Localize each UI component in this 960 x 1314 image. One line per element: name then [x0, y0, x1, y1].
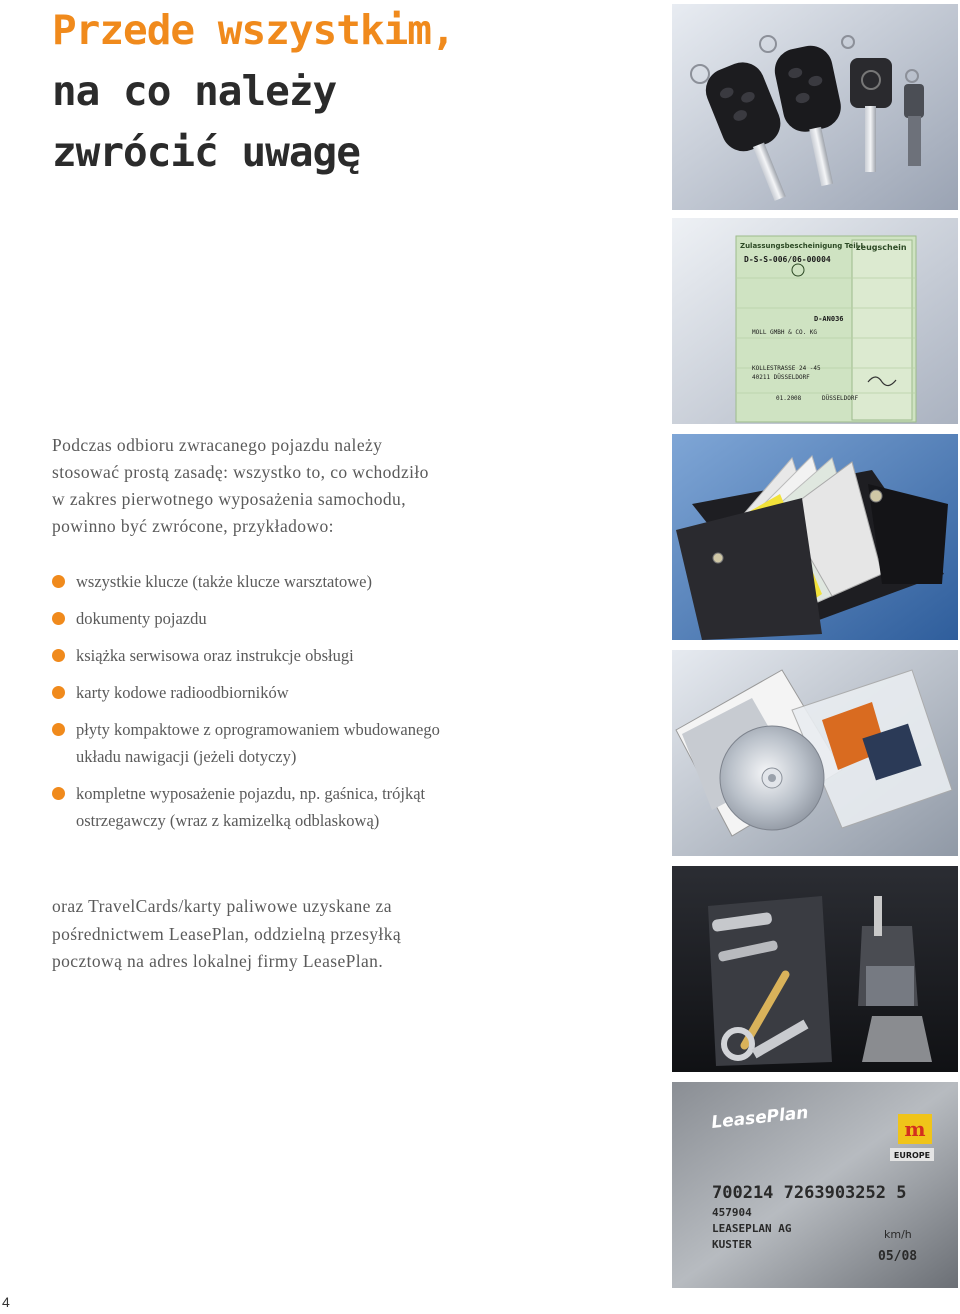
items-list	[52, 568, 452, 844]
card-unit: km/h	[884, 1228, 912, 1241]
outro-paragraph: oraz TravelCards/karty paliwowe uzyskane za pośrednictwem LeasePlan, oddzielną przesyłką pocztową na adres lokalnej firmy LeasePlan.	[52, 896, 402, 971]
doc-title: Zulassungsbescheinigung Teil I	[740, 242, 864, 250]
page-title	[52, 0, 455, 183]
doc-city-2: DÜSSELDORF	[822, 395, 859, 402]
doc-street: KOLLESTRASSE 24 -45	[752, 365, 821, 372]
wallet-photo	[672, 434, 958, 640]
list-item	[52, 605, 452, 632]
title-line-2: na co należy	[52, 67, 337, 115]
list-item-text: płyty kompaktowe z oprogramowaniem wbudowanego układu nawigacji (jeżeli dotyczy)	[76, 720, 440, 766]
list-item-text: kompletne wyposażenie pojazdu, np. gaśnica, trójkąt ostrzegawczy (wraz z kamizelką odblaskową)	[76, 784, 426, 830]
card-region: EUROPE	[893, 1151, 931, 1160]
fuel-card-icon	[672, 1082, 958, 1288]
compact-disc-icon	[672, 650, 958, 856]
card-brand: LeasePlan	[710, 1102, 810, 1133]
title-line-1: Przede wszystkim,	[52, 6, 455, 54]
doc-city: 40211 DÜSSELDORF	[752, 374, 810, 381]
doc-number: D-S-S-006/06-00004	[744, 255, 831, 264]
bullet-icon	[52, 649, 65, 662]
bullet-icon	[52, 723, 65, 736]
list-item-text: książka serwisowa oraz instrukcje obsługi	[76, 646, 354, 665]
document-wallet-icon	[672, 434, 958, 640]
doc-date: 01.2008	[776, 395, 802, 402]
navigation-cd-photo	[672, 650, 958, 856]
doc-badge: zeugschein	[856, 243, 907, 252]
intro-paragraph: Podczas odbioru zwracanego pojazdu należy stosować prostą zasadę: wszystko to, co wchodziło w zakres pierwotnego wyposażenia samochodu, powinno być zwrócone, przykładowo:	[52, 435, 429, 536]
card-line-2: 457904	[712, 1206, 752, 1219]
list-item	[52, 679, 452, 706]
vehicle-document-photo	[672, 218, 958, 424]
bullet-icon	[52, 575, 65, 588]
list-item	[52, 568, 452, 595]
doc-plate: D-AN036	[814, 315, 844, 323]
page-number: 4	[2, 1294, 10, 1310]
doc-owner: MOLL GMBH & CO. KG	[752, 329, 818, 336]
list-item-text: wszystkie klucze (także klucze warsztatowe)	[76, 572, 372, 591]
list-item	[52, 780, 452, 834]
card-logo: m	[904, 1117, 926, 1141]
card-line-4: KUSTER	[712, 1238, 752, 1251]
card-number: 700214 7263903252 5	[712, 1183, 907, 1203]
list-item	[52, 642, 452, 669]
list-item-text: karty kodowe radioodbiorników	[76, 683, 289, 702]
bullet-icon	[52, 686, 65, 699]
toolkit-photo	[672, 866, 958, 1072]
list-item	[52, 716, 452, 770]
card-expiry: 05/08	[878, 1249, 918, 1264]
tools-icon	[672, 866, 958, 1072]
leaseplan-card-photo	[672, 1082, 958, 1288]
list-item-text: dokumenty pojazdu	[76, 609, 207, 628]
bullet-icon	[52, 612, 65, 625]
car-keys-icon	[672, 4, 958, 210]
bullet-icon	[52, 787, 65, 800]
card-line-3: LEASEPLAN AG	[712, 1222, 792, 1235]
vehicle-document-icon	[672, 218, 958, 424]
keys-photo	[672, 4, 958, 210]
title-line-3: zwrócić uwagę	[52, 128, 360, 176]
